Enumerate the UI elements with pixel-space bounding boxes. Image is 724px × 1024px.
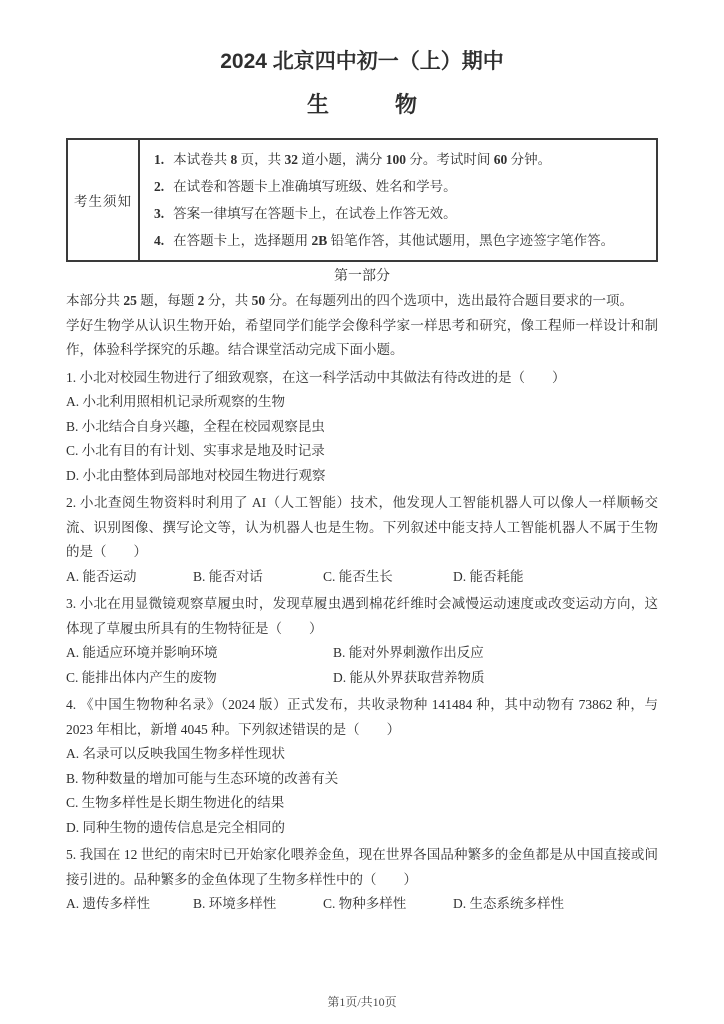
question-options <box>66 641 658 690</box>
question-stem: 3. 小北在用显微镜观察草履虫时，发现草履虫遇到棉花纤维时会减慢运动速度或改变运动方向，这体现了草履虫所具有的生物特征是（ ） <box>66 596 658 636</box>
notice-item-number: 4. <box>154 233 165 248</box>
question-options <box>66 742 658 840</box>
notice-item-number: 1. <box>154 152 165 167</box>
question-5 <box>66 843 658 917</box>
option-b: B. 物种数量的增加可能与生态环境的改善有关 <box>66 770 339 786</box>
option-d: D. 同种生物的遗传信息是完全相同的 <box>66 819 285 835</box>
exam-title: 2024 北京四中初一（上）期中 <box>220 50 504 73</box>
section-intro: 本部分共 25 题，每题 2 分，共 50 分。在每题列出的四个选项中，选出最符合题目要求的一项。 <box>66 293 633 308</box>
notice-label: 考生须知 <box>68 140 140 260</box>
notice-item-number: 2. <box>154 179 165 194</box>
question-stem: 4. 《中国生物物种名录》（2024 版）正式发布，共收录物种 141484 种，其中动物有 73862 种，与 2023 年相比，新增 4045 种。下列叙述错误的是（ ） <box>66 697 658 737</box>
option-a: A. 遗传多样性 <box>66 896 150 911</box>
option-c: C. 生物多样性是长期生物进化的结果 <box>66 795 285 810</box>
question-stem: 2. 小北查阅生物资料时利用了 AI（人工智能）技术，他发现人工智能机器人可以像人一样顺畅交流、识别图像、撰写论文等，认为机器人也是生物。下列叙述中能支持人工智能机器人不属于生物的是（ ） <box>66 495 658 559</box>
option-a: A. 名录可以反映我国生物多样性现状 <box>66 746 285 761</box>
question-3 <box>66 592 658 690</box>
page-number-footer: 第1页/共10页 <box>327 995 397 1009</box>
notice-item-1 <box>154 146 646 173</box>
section-heading: 第一部分 <box>334 269 390 284</box>
option-b: B. 能否对话 <box>193 568 263 584</box>
option-d: D. 小北由整体到局部地对校园生物进行观察 <box>66 467 326 483</box>
notice-item-2 <box>154 173 646 200</box>
option-b: B. 环境多样性 <box>193 896 277 911</box>
option-c: C. 小北有目的有计划、实事求是地及时记录 <box>66 443 325 458</box>
option-b: B. 能对外界刺激作出反应 <box>333 645 484 660</box>
notice-item-4 <box>154 227 646 254</box>
option-d: D. 能否耗能 <box>453 568 524 584</box>
section-context: 学好生物学从认识生物开始，希望同学们能学会像科学家一样思考和研究，像工程师一样设计和制作，体验科学探究的乐趣。结合课堂活动完成下面小题。 <box>66 317 658 357</box>
question-1 <box>66 366 658 489</box>
notice-item-text: 本试卷共 8 页，共 32 道小题，满分 100 分。考试时间 60 分钟。 <box>173 152 552 167</box>
notice-item-text: 答案一律填写在答题卡上，在试卷上作答无效。 <box>173 206 457 221</box>
option-c: C. 能排出体内产生的废物 <box>66 669 217 685</box>
question-stem: 5. 我国在 12 世纪的南宋时已开始家化喂养金鱼，现在世界各国品种繁多的金鱼都是从中国直接或间接引进的。品种繁多的金鱼体现了生物多样性中的（ ） <box>66 847 658 887</box>
notice-item-text: 在答题卡上，选择题用 2B 铅笔作答，其他试题用，黑色字迹签字笔作答。 <box>173 233 615 248</box>
option-a: A. 能否运动 <box>66 568 137 584</box>
option-a: A. 小北利用照相机记录所观察的生物 <box>66 394 285 409</box>
subject-title: 生 物 <box>306 92 417 117</box>
option-c: C. 能否生长 <box>323 568 393 584</box>
notice-item-3 <box>154 200 646 227</box>
option-d: D. 能从外界获取营养物质 <box>333 669 485 685</box>
question-options <box>66 892 658 917</box>
notice-item-number: 3. <box>154 206 165 221</box>
option-b: B. 小北结合自身兴趣，全程在校园观察昆虫 <box>66 418 325 434</box>
notice-list <box>140 140 656 260</box>
question-4 <box>66 693 658 840</box>
question-options <box>66 565 658 590</box>
question-stem: 1. 小北对校园生物进行了细致观察，在这一科学活动中其做法有待改进的是（ ） <box>66 369 566 385</box>
candidate-notice-box <box>66 138 658 262</box>
question-options <box>66 390 658 488</box>
option-a: A. 能适应环境并影响环境 <box>66 645 218 660</box>
notice-item-text: 在试卷和答题卡上准确填写班级、姓名和学号。 <box>173 179 457 194</box>
question-2 <box>66 491 658 589</box>
option-d: D. 生态系统多样性 <box>453 896 564 911</box>
option-c: C. 物种多样性 <box>323 896 407 911</box>
